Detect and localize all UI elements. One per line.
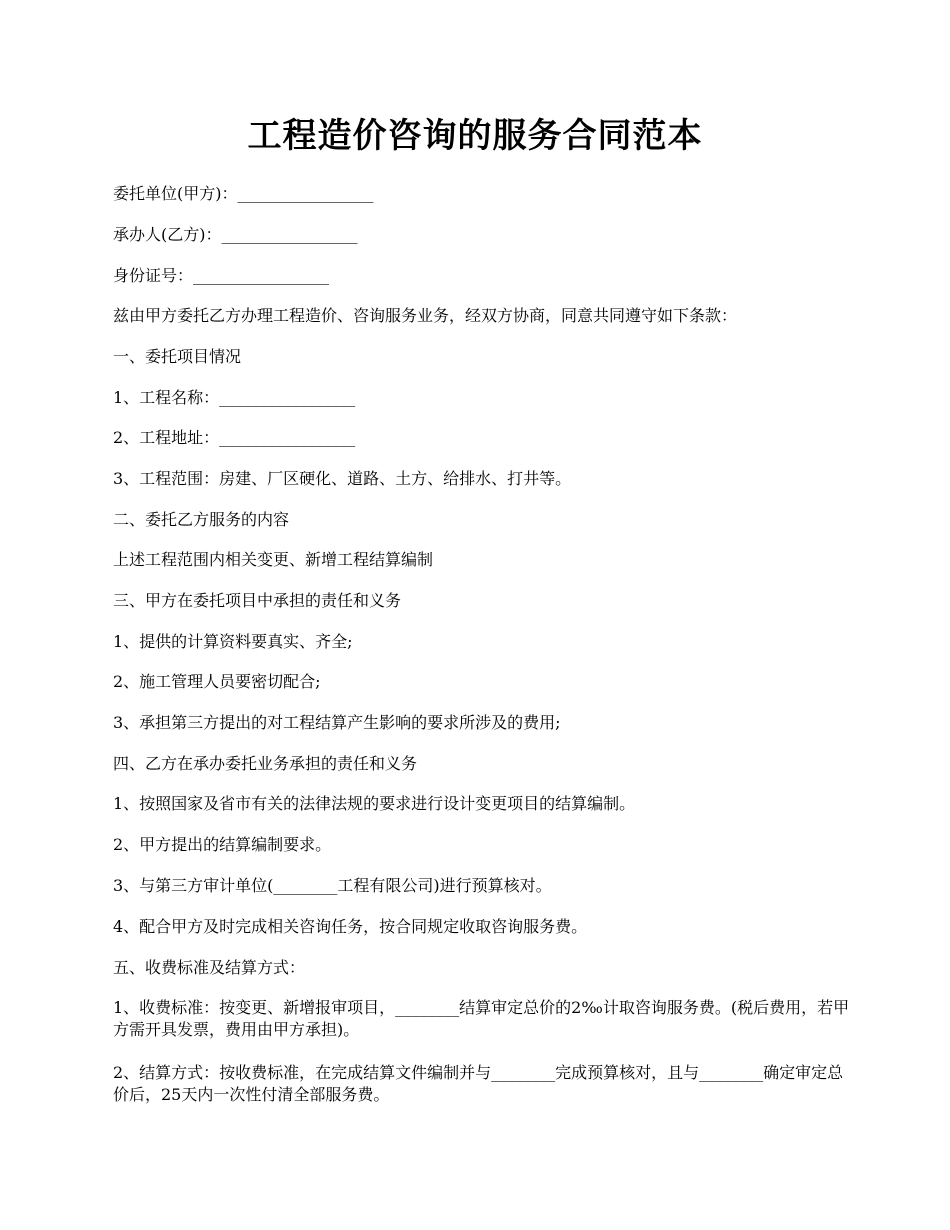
project-address-line: 2、工程地址：_________________ bbox=[113, 428, 356, 447]
section-heading-5: 五、收费标准及结算方式： bbox=[113, 958, 306, 977]
intro-paragraph: 兹由甲方委托乙方办理工程造价、咨询服务业务，经双方协商，同意共同遵守如下条款： bbox=[113, 306, 738, 325]
section-heading-2: 二、委托乙方服务的内容 bbox=[113, 510, 290, 529]
document-title: 工程造价咨询的服务合同范本 bbox=[247, 116, 703, 156]
project-scope-line: 3、工程范围：房建、厂区硬化、道路、土方、给排水、打井等。 bbox=[113, 469, 572, 488]
id-number-line: 身份证号：_________________ bbox=[113, 266, 330, 285]
party-a-duty-1: 1、提供的计算资料要真实、齐全; bbox=[113, 632, 353, 651]
party-b-line: 承办人(乙方)：_________________ bbox=[113, 225, 358, 244]
project-name-line: 1、工程名称：_________________ bbox=[113, 388, 356, 407]
party-a-duty-3: 3、承担第三方提出的对工程结算产生影响的要求所涉及的费用; bbox=[113, 713, 561, 732]
section-heading-4: 四、乙方在承办委托业务承担的责任和义务 bbox=[113, 754, 418, 773]
party-b-duty-4: 4、配合甲方及时完成相关咨询任务，按合同规定收取咨询服务费。 bbox=[113, 917, 588, 936]
section-heading-3: 三、甲方在委托项目中承担的责任和义务 bbox=[113, 591, 402, 610]
party-b-duty-2: 2、甲方提出的结算编制要求。 bbox=[113, 835, 332, 854]
settlement-method-paragraph: 2、结算方式：按收费标准，在完成结算文件编制并与________完成预算核对，且与________确定审定总价后，25天内一次性付清全部服务费。 bbox=[113, 1063, 844, 1104]
fee-standard-paragraph: 1、收费标准：按变更、新增报审项目，________结算审定总价的2‰计取咨询服务费。(税后费用，若甲方需开具发票，费用由甲方承担)。 bbox=[113, 998, 850, 1039]
service-content-line: 上述工程范围内相关变更、新增工程结算编制 bbox=[113, 550, 434, 569]
party-b-duty-1: 1、按照国家及省市有关的法律法规的要求进行设计变更项目的结算编制。 bbox=[113, 794, 636, 813]
party-a-line: 委托单位(甲方)：_________________ bbox=[113, 184, 374, 203]
party-a-duty-2: 2、施工管理人员要密切配合; bbox=[113, 672, 321, 691]
section-heading-1: 一、委托项目情况 bbox=[113, 347, 242, 366]
party-b-duty-3: 3、与第三方审计单位(________工程有限公司)进行预算核对。 bbox=[113, 876, 552, 895]
